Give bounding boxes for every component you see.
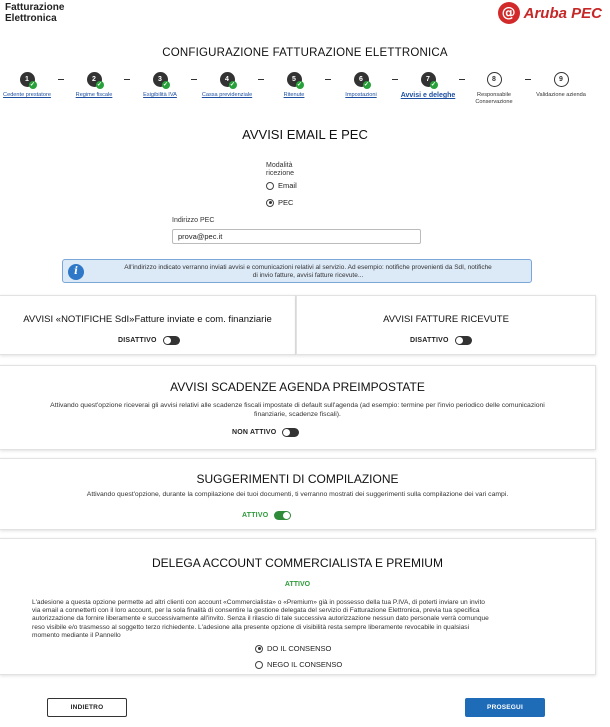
- step-label[interactable]: Cedente prestatore: [3, 92, 51, 98]
- step-label: Validazione azienda: [536, 92, 586, 98]
- agenda-status: NON ATTIVO: [232, 429, 277, 436]
- step-cedente-prestatore[interactable]: [0, 72, 62, 99]
- delega-text-line: momento mediante il Pannello: [32, 631, 121, 639]
- radio-circle[interactable]: [255, 645, 263, 653]
- step-avvisi-deleghe[interactable]: [393, 72, 463, 100]
- fatture-ricevute-status: DISATTIVO: [410, 337, 449, 344]
- info-banner: [62, 259, 532, 283]
- suggerimenti-card: [0, 458, 596, 530]
- notifiche-sdi-card: [0, 295, 296, 355]
- check-icon: ✓: [162, 82, 169, 88]
- notifiche-sdi-status: DISATTIVO: [118, 337, 157, 344]
- radio-nego-consenso-label: NEGO IL CONSENSO: [267, 660, 343, 669]
- suggerimenti-title: SUGGERIMENTI DI COMPILAZIONE: [196, 472, 399, 486]
- step-number: 7 ✓: [421, 72, 436, 87]
- step-impostazioni[interactable]: [326, 72, 396, 99]
- step-number: 3 ✓: [153, 72, 168, 87]
- step-label[interactable]: Regime fiscale: [75, 92, 113, 98]
- radio-pec-label: PEC: [278, 198, 294, 207]
- notifiche-sdi-toggle[interactable]: [163, 336, 180, 345]
- fatture-ricevute-card: [296, 295, 596, 355]
- aruba-at-icon: @: [498, 2, 520, 24]
- step-number: 1 ✓: [20, 72, 35, 87]
- radio-do-consenso[interactable]: [255, 644, 331, 653]
- notifiche-sdi-title: AVVISI «NOTIFICHE SdI»Fatture inviate e com. finanziarie: [23, 314, 272, 325]
- check-icon: ✓: [96, 82, 103, 88]
- step-number: 9: [554, 72, 569, 87]
- step-label[interactable]: Avvisi e deleghe: [400, 92, 456, 99]
- step-number: 5 ✓: [287, 72, 302, 87]
- step-label[interactable]: Ritenute: [283, 92, 305, 98]
- page-title: CONFIGURAZIONE FATTURAZIONE ELETTRONICA: [162, 47, 448, 59]
- radio-circle[interactable]: [266, 199, 274, 207]
- step-label[interactable]: Impostazioni: [345, 92, 377, 98]
- brand-line1: Fatturazione: [5, 2, 65, 13]
- step-cassa-previdenziale[interactable]: [192, 72, 262, 99]
- email-pec-section-title: AVVISI EMAIL E PEC: [242, 127, 368, 142]
- suggerimenti-toggle-row[interactable]: [242, 511, 291, 520]
- wizard-stepper: [0, 72, 610, 112]
- agenda-card: [0, 365, 596, 450]
- step-responsabile-conservazione: [459, 72, 529, 105]
- next-button[interactable]: PROSEGUI: [465, 698, 545, 717]
- step-ritenute[interactable]: [259, 72, 329, 99]
- pec-address-label: Indirizzo PEC: [172, 217, 215, 224]
- check-icon: ✓: [363, 82, 370, 88]
- aruba-pec-logo[interactable]: [498, 2, 602, 24]
- radio-email[interactable]: [266, 181, 297, 190]
- delega-text-line: L'adesione a questa opzione permette ad altri clienti con account «Commercialista» o «Premium» già in possesso della tua P.IVA, di poterti inviare un invito: [32, 599, 485, 606]
- step-number: 8: [487, 72, 502, 87]
- suggerimenti-status: ATTIVO: [242, 512, 269, 519]
- suggerimenti-description: Attivando quest'opzione, durante la compilazione dei tuoi documenti, ti verranno mostrati dei suggerimenti sulla compilazione dei vari campi.: [86, 491, 509, 498]
- step-esigibilita-iva[interactable]: [125, 72, 195, 99]
- step-regime-fiscale[interactable]: [59, 72, 129, 99]
- fatture-ricevute-toggle-row[interactable]: [410, 336, 472, 345]
- step-validazione-azienda: [526, 72, 596, 99]
- step-number: 2 ✓: [87, 72, 102, 87]
- fatture-ricevute-title: AVVISI FATTURE RICEVUTE: [383, 314, 509, 325]
- mode-label: [266, 162, 294, 178]
- mode-label-line2: ricezione: [266, 170, 295, 177]
- agenda-toggle[interactable]: [282, 428, 299, 437]
- delega-text-line: via email a connetterti con il loro account, per la sola finalità di consentire la gestione delegata del servizio di Fatturazione Elettronica, previa tua specifica: [32, 607, 480, 615]
- aruba-logo-text: Aruba PEC: [523, 4, 602, 22]
- agenda-title: AVVISI SCADENZE AGENDA PREIMPOSTATE: [170, 380, 425, 394]
- step-number: 6 ✓: [354, 72, 369, 87]
- app-header: [0, 0, 610, 40]
- agenda-description: [10, 402, 585, 419]
- info-text: [89, 264, 527, 280]
- check-icon: ✓: [296, 82, 303, 88]
- radio-email-label: Email: [278, 181, 297, 190]
- radio-pec[interactable]: [266, 198, 293, 207]
- brand-title[interactable]: [5, 2, 64, 24]
- info-text-line1: All'indirizzo indicato verranno inviati avvisi e comunicazioni relativi al servizio. Ad esempio: notifiche provenienti da SdI, notifiche: [124, 264, 492, 271]
- step-label: Responsabile Conservazione: [475, 92, 513, 105]
- step-number: 4 ✓: [220, 72, 235, 87]
- notifiche-sdi-toggle-row[interactable]: [118, 336, 180, 345]
- check-icon: ✓: [229, 82, 236, 88]
- delega-title: DELEGA ACCOUNT COMMERCIALISTA E PREMIUM: [152, 556, 443, 570]
- agenda-description-line2: finanziarie, scadenze fiscali).: [254, 410, 341, 418]
- step-label[interactable]: Cassa previdenziale: [201, 92, 253, 98]
- radio-nego-consenso[interactable]: [255, 660, 342, 669]
- info-text-line2: di invio fatture, avvisi fatture ricevute...: [252, 272, 364, 279]
- agenda-toggle-row[interactable]: [232, 428, 299, 437]
- delega-description: [32, 599, 581, 640]
- info-icon: i: [68, 264, 84, 280]
- check-icon: ✓: [29, 82, 36, 88]
- mode-label-line1: Modalità: [266, 162, 293, 169]
- brand-line2: Elettronica: [5, 13, 57, 24]
- delega-status: ATTIVO: [284, 581, 311, 588]
- agenda-description-line1: Attivando quest'opzione riceverai gli avvisi relativi alle scadenze fiscali impostate di default sull'agenda (ad esempio: termine per l'invio periodico delle comunicazioni: [50, 402, 545, 409]
- delega-text-line: reso visibile e/o trasmesso al soggetto terzo richiedente. L'adesione alla presente opzione di visibilità resta sempre liberamente revocabile in qualsiasi: [32, 623, 470, 631]
- suggerimenti-toggle[interactable]: [274, 511, 291, 520]
- fatture-ricevute-toggle[interactable]: [455, 336, 472, 345]
- radio-do-consenso-label: DO IL CONSENSO: [267, 644, 332, 653]
- radio-circle[interactable]: [255, 661, 263, 669]
- check-icon: ✓: [430, 82, 437, 88]
- back-button[interactable]: INDIETRO: [47, 698, 127, 717]
- step-label[interactable]: Esigibilità IVA: [143, 92, 177, 98]
- delega-text-line: autorizzazione da fornire liberamente e successivamente all'invito. Senza il rilascio di tale successiva autorizzazione nessun dato personale verrà comunque: [32, 615, 489, 623]
- pec-address-input[interactable]: [172, 229, 421, 244]
- radio-circle[interactable]: [266, 182, 274, 190]
- delega-card: [0, 538, 596, 675]
